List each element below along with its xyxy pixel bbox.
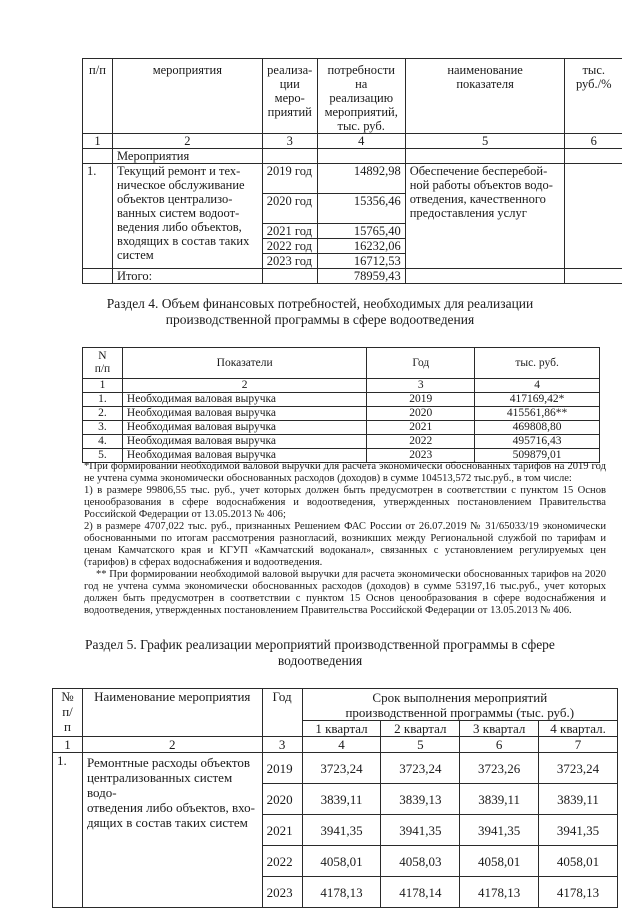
- amount-cell: 417169,42*: [475, 393, 600, 407]
- column-number: 4: [317, 134, 405, 149]
- column-number: 1: [53, 737, 83, 753]
- column-number: 3: [367, 379, 475, 393]
- value-cell: 15356,46: [317, 194, 405, 224]
- header-cell: наименование показателя: [405, 59, 565, 134]
- q2-cell: 3839,13: [381, 784, 460, 815]
- amount-cell: 469808,80: [475, 421, 600, 435]
- header-cell: Год: [367, 348, 475, 379]
- header-cell: реализа- ции меро- приятий: [262, 59, 317, 134]
- section-5-title: Раздел 5. График реализации мероприятий производственной программы в сфере водоотведения: [85, 637, 555, 668]
- column-number: 3: [262, 737, 302, 753]
- table-row: [83, 407, 600, 421]
- q3-cell: 3839,11: [460, 784, 539, 815]
- indicator-cell: Необходимая валовая выручка: [122, 393, 366, 407]
- year-cell: 2021: [262, 815, 302, 846]
- column-number: 2: [82, 737, 262, 753]
- header-cell: Показатели: [122, 348, 366, 379]
- measure-name: Ремонтные расходы объектов централизованных систем водо- отведения либо объектов, вхо- дящих в состав таких систем: [82, 753, 262, 908]
- indicator-cell: Необходимая валовая выручка: [122, 407, 366, 421]
- row-number: 1.: [53, 753, 83, 908]
- quarter-header: 2 квартал: [381, 721, 460, 737]
- header-cell: п/п: [83, 59, 113, 134]
- amount-cell: 495716,43: [475, 435, 600, 449]
- header-cell: № п/ п: [53, 689, 83, 737]
- footnote-2: ** При формировании необходимой валовой выручки для расчета экономически обоснованных тарифов на 2020 год не учтена сумма экономически обоснованных расходов (доходов) в сумме 53197,16 тыс.руб., учет которых должен быть предусмотрен в соответствии с пунктом 15 Основ ценообразования в сфере водоснабжения и водоотведения, утвержденных постановлением Правительства Российской Федерации от 13.05.2013 № 406.: [84, 569, 606, 616]
- total-label: Итого:: [112, 269, 262, 284]
- row-number: 4.: [83, 435, 123, 449]
- q3-cell: 4178,13: [460, 877, 539, 908]
- q2-cell: 4178,14: [381, 877, 460, 908]
- measures-table: [82, 58, 622, 284]
- table-row: [83, 435, 600, 449]
- table-row: [83, 393, 600, 407]
- section-4-title: Раздел 4. Объем финансовых потребностей, необходимых для реализации производственной программы в сфере водоотведения: [106, 296, 534, 327]
- financial-needs-table: [82, 347, 600, 463]
- column-number: 1: [83, 379, 123, 393]
- year-cell: 2020 год: [262, 194, 317, 224]
- total-row: [83, 269, 623, 284]
- group-label: Мероприятия: [112, 149, 262, 164]
- year-cell: 2023 год: [262, 254, 317, 269]
- amount-cell: 415561,86**: [475, 407, 600, 421]
- header-cell: Год: [262, 689, 302, 737]
- footnotes: [84, 461, 606, 617]
- footnote-1-item-2: 2) в размере 4707,022 тыс. руб., признанных Решением ФАС России от 26.07.2019 № 31/65033/19 экономически обоснованными по итогам рассмотрения разногласий, возникших между Региональной службой по тарифам и ценам Камчатского края и КГУП «Камчатский водоканал», связанных с установлением регулируемых цен (тарифов) в сферах водоснабжения и водоотведения.: [84, 521, 606, 568]
- year-cell: 2022: [367, 435, 475, 449]
- indicator-cell: Необходимая валовая выручка: [122, 435, 366, 449]
- empty-cell: [405, 149, 565, 164]
- empty-cell: [262, 269, 317, 284]
- year-cell: 2021: [367, 421, 475, 435]
- table-header-row: [83, 59, 623, 134]
- header-cell: тыс. руб.: [475, 348, 600, 379]
- footnote-1-item-1: 1) в размере 99806,55 тыс. руб., учет которых должен быть предусмотрен в соответствии с пунктом 15 Основ ценообразования в сфере водоснабжения и водоотведения, утвержденных постановлением Правительства Российской Федерации от 13.05.2013 № 406;: [84, 485, 606, 520]
- group-row: [83, 149, 623, 164]
- value-cell: 15765,40: [317, 224, 405, 239]
- row-number: 5.: [83, 449, 123, 463]
- table-row: [83, 421, 600, 435]
- q4-cell: 3941,35: [539, 815, 618, 846]
- row-number: 1.: [83, 164, 113, 269]
- indicator-cell: Необходимая валовая выручка: [122, 421, 366, 435]
- q4-cell: 4178,13: [539, 877, 618, 908]
- header-cell: мероприятия: [112, 59, 262, 134]
- row-number: 1.: [83, 393, 123, 407]
- table-row: [53, 753, 618, 784]
- year-cell: 2019: [367, 393, 475, 407]
- empty-cell: [83, 269, 113, 284]
- row-number: 2.: [83, 407, 123, 421]
- year-cell: 2020: [367, 407, 475, 421]
- q1-cell: 3839,11: [302, 784, 381, 815]
- column-number: 4: [475, 379, 600, 393]
- value-cell: 16712,53: [317, 254, 405, 269]
- q4-cell: 3839,11: [539, 784, 618, 815]
- value-cell: 16232,06: [317, 239, 405, 254]
- year-cell: 2022: [262, 846, 302, 877]
- empty-cell: [262, 149, 317, 164]
- column-number-row: [83, 379, 600, 393]
- q3-cell: 3941,35: [460, 815, 539, 846]
- header-cell: тыс. руб./%: [565, 59, 622, 134]
- q1-cell: 4178,13: [302, 877, 381, 908]
- value-cell: 14892,98: [317, 164, 405, 194]
- table-header-row: [83, 348, 600, 379]
- year-cell: 2019: [262, 753, 302, 784]
- total-value: 78959,43: [317, 269, 405, 284]
- column-number: 2: [122, 379, 366, 393]
- empty-cell: [565, 164, 622, 269]
- empty-cell: [565, 269, 622, 284]
- column-number-row: [83, 134, 623, 149]
- empty-cell: [565, 149, 622, 164]
- measure-name: Текущий ремонт и тех- ническое обслуживание объектов централизо- ванных систем водоот- ведения либо объектов, входящих в состав таких систем: [112, 164, 262, 269]
- quarter-header: 4 квартал.: [539, 721, 618, 737]
- year-cell: 2021 год: [262, 224, 317, 239]
- empty-cell: [83, 149, 113, 164]
- empty-cell: [317, 149, 405, 164]
- column-number-row: [53, 737, 618, 753]
- column-number: 3: [262, 134, 317, 149]
- column-number: 5: [405, 134, 565, 149]
- q2-cell: 4058,03: [381, 846, 460, 877]
- q4-cell: 3723,24: [539, 753, 618, 784]
- column-number: 7: [539, 737, 618, 753]
- schedule-table: [52, 688, 618, 908]
- indicator-cell: Необходимая валовая выручка: [122, 449, 366, 463]
- footnote-1: *При формировании необходимой валовой выручки для расчета экономически обоснованных тарифов на 2019 год не учтена сумма экономически обоснованных расходов (доходов) в сумме 104513,572 тыс.руб., в том числе:: [84, 461, 606, 484]
- column-number: 6: [460, 737, 539, 753]
- column-number: 1: [83, 134, 113, 149]
- indicator-name: Обеспечение бесперебой- ной работы объектов водо- отведения, качественного предоставления услуг: [405, 164, 565, 269]
- column-number: 4: [302, 737, 381, 753]
- header-cell: N п/п: [83, 348, 123, 379]
- table-header-row: [53, 689, 618, 721]
- year-cell: 2020: [262, 784, 302, 815]
- year-cell: 2023: [367, 449, 475, 463]
- q4-cell: 4058,01: [539, 846, 618, 877]
- empty-cell: [405, 269, 565, 284]
- header-cell: Срок выполнения мероприятий производственной программы (тыс. руб.): [302, 689, 617, 721]
- quarter-header: 1 квартал: [302, 721, 381, 737]
- year-cell: 2023: [262, 877, 302, 908]
- q1-cell: 4058,01: [302, 846, 381, 877]
- row-number: 3.: [83, 421, 123, 435]
- column-number: 6: [565, 134, 622, 149]
- year-cell: 2022 год: [262, 239, 317, 254]
- q2-cell: 3941,35: [381, 815, 460, 846]
- header-cell: Наименование мероприятия: [82, 689, 262, 737]
- amount-cell: 509879,01: [475, 449, 600, 463]
- year-cell: 2019 год: [262, 164, 317, 194]
- column-number: 2: [112, 134, 262, 149]
- table-row: [83, 164, 623, 194]
- header-cell: потребности на реализацию мероприятий, тыс. руб.: [317, 59, 405, 134]
- q1-cell: 3941,35: [302, 815, 381, 846]
- q2-cell: 3723,24: [381, 753, 460, 784]
- q1-cell: 3723,24: [302, 753, 381, 784]
- q3-cell: 4058,01: [460, 846, 539, 877]
- quarter-header: 3 квартал: [460, 721, 539, 737]
- q3-cell: 3723,26: [460, 753, 539, 784]
- column-number: 5: [381, 737, 460, 753]
